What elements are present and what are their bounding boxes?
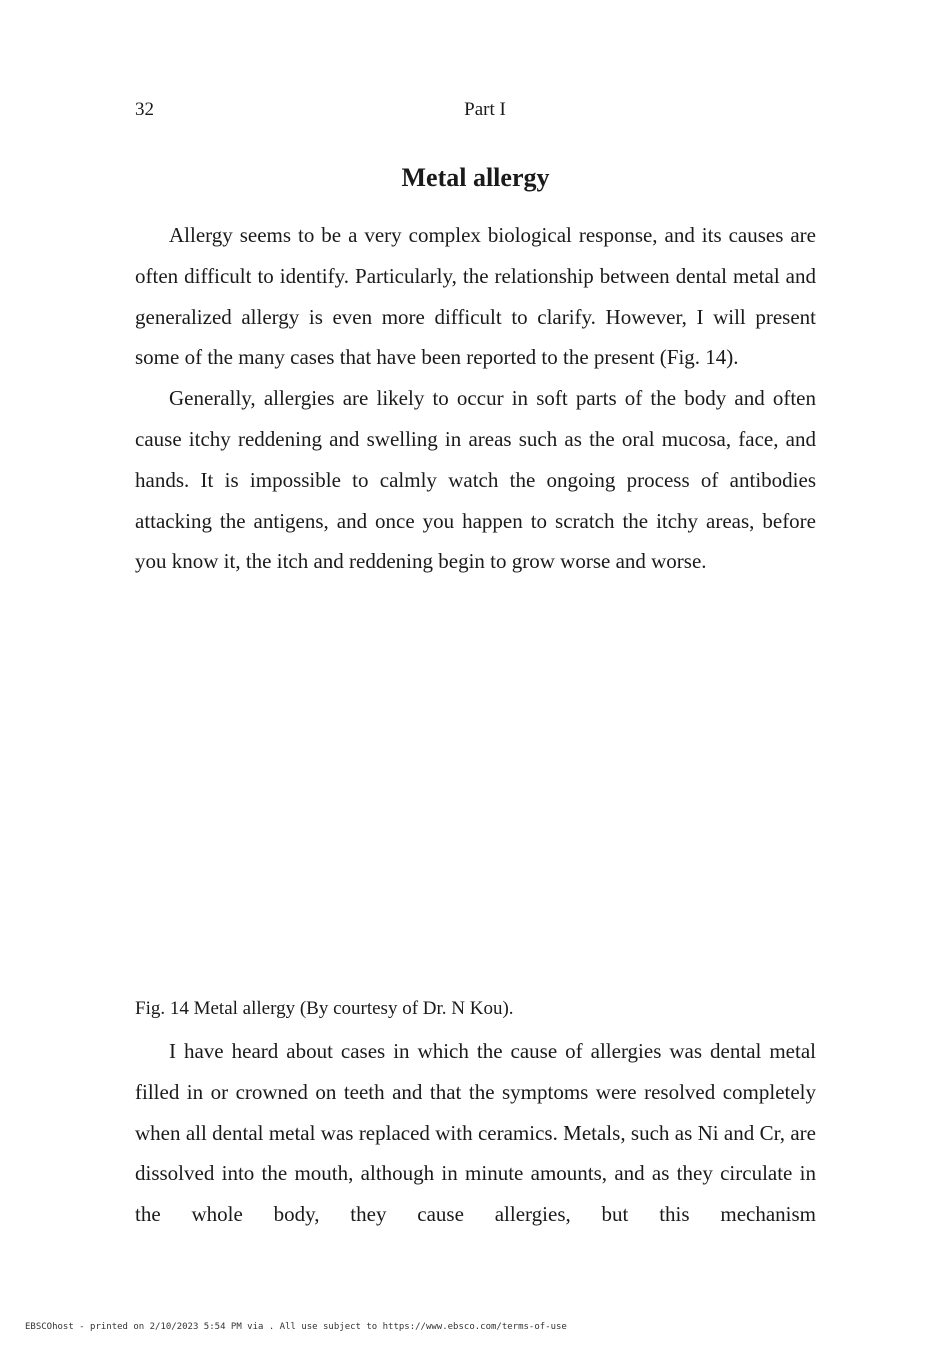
figure-area — [135, 680, 816, 980]
figure-caption: Fig. 14 Metal allergy (By courtesy of Dr. N Kou). — [135, 998, 514, 1019]
running-head: Part I — [464, 99, 506, 120]
print-footer: EBSCOhost - printed on 2/10/2023 5:54 PM via . All use subject to https://www.ebsco.com/terms-of-use — [25, 1322, 567, 1332]
paragraph: Generally, allergies are likely to occur in soft parts of the body and often cause itchy reddening and swelling in areas such as the oral mucosa, face, and hands. It is impossible to calmly watch the ongoing process of antibodies attacking the antigens, and once you happen to scratch the itchy areas, before you know it, the itch and reddening begin to grow worse and worse. — [135, 386, 816, 574]
body-text — [135, 215, 816, 582]
page-number: 32 — [135, 99, 154, 120]
paragraph: Allergy seems to be a very complex biological response, and its causes are often difficult to identify. Particularly, the relationship between dental metal and generalized allergy is even more difficult to clarify. However, I will present some of the many cases that have been reported to the present (Fig. 14). — [135, 223, 816, 370]
section-title: Metal allergy — [401, 163, 550, 192]
body-text-continued — [135, 1031, 816, 1235]
paragraph: I have heard about cases in which the cause of allergies was dental metal filled in or crowned on teeth and that the symptoms were resolved completely when all dental metal was replaced with ceramics. Metals, such as Ni and Cr, are dissolved into the mouth, although in minute amounts, and as they circulate in the whole body, they cause allergies, but this mechanism — [135, 1039, 816, 1227]
